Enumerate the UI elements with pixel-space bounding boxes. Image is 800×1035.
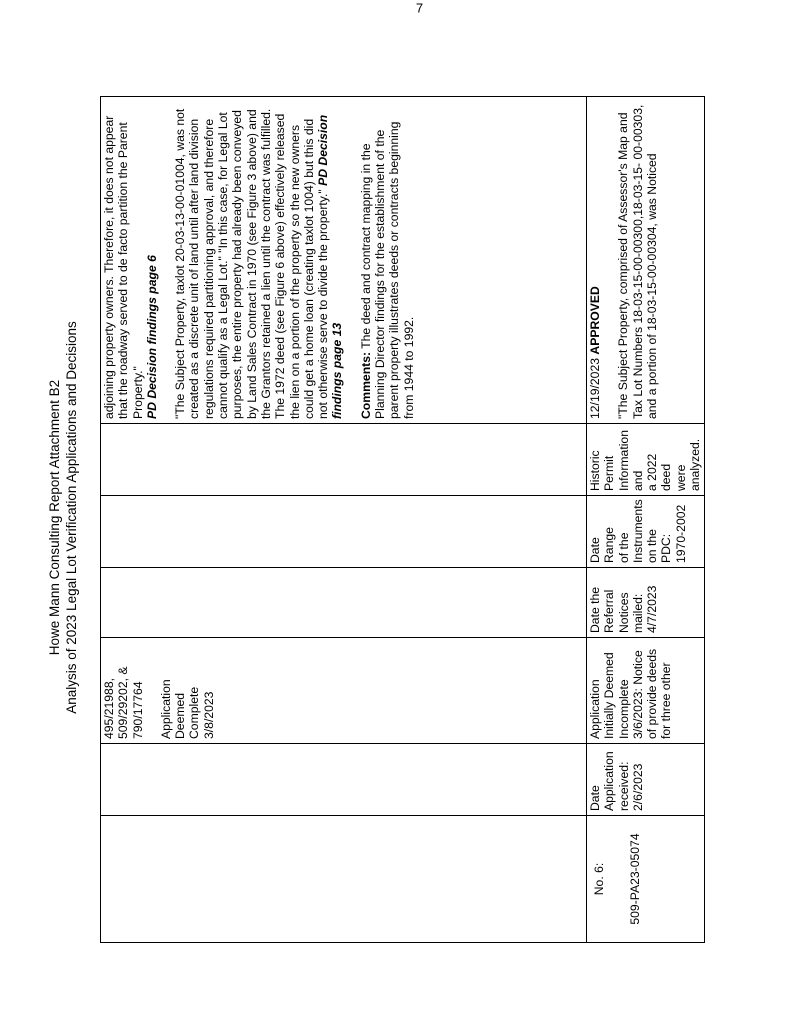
cell-referral: Date the Referral Notices mailed: 4/7/2023 [587, 568, 705, 638]
cell-date-range [101, 496, 587, 568]
table-row [587, 97, 705, 943]
comment-paragraph: Comments: The deed and contract mapping in the Planning Director findings for the establishment of the parent property illustrates deeds or contracts beginning from 1944 to 1992. [358, 121, 416, 419]
cell-decision [587, 97, 705, 424]
citation: PD Decision findings page 6 [144, 255, 159, 419]
comments-label: Comments: [358, 351, 373, 419]
cell-date-received: Date Application received: 2/6/2023 [587, 744, 705, 816]
file-number: 509-PA23-05074 [628, 833, 643, 925]
application-complete-note: Application Deemed Complete 3/8/2023 [158, 679, 216, 739]
comment-paragraph: "The Subject Property, taxlot 20-03-13-00-01004, was not created as a discrete unit of land until after land division regulations required partitioning approval, and therefore cannot qualify as a Legal Lot." "In this case, for Legal Lot purposes, the entire property had already been conveyed by Land Sales Contract in 1970 (see Figure 3 above) and the Grantors retained a lien until the contract was fulfilled. The 1972 deed (see Figure 6 above) effectively released the lien on a portion of the property so the new owners could get a home loan (creating taxlot 1004) but this did not otherwise serve to divide the property." PD Decision findings page 13 [173, 108, 345, 419]
cell-number [101, 816, 587, 943]
legal-lot-table [100, 96, 705, 943]
comment-paragraph: adjoining property owners. Therefore, it does not appear that the roadway served to de facto partition the Parent Property." PD Decision findings page 6 [102, 115, 159, 419]
cell-date-received [101, 744, 587, 816]
page-number: 7 [415, 0, 424, 16]
cell-number [587, 816, 705, 943]
report-subtitle: Analysis of 2023 Legal Lot Verification Applications and Decisions [64, 321, 79, 714]
cell-status: Application Initially Deemed Incomplete 3/6/2023: Notice of provide deeds for three other [587, 638, 705, 744]
deed-references: 495/21988, 509/29202, & 790/17764 [102, 666, 145, 739]
decision-line: 12/19/2023 APPROVED [588, 286, 602, 419]
cell-status [101, 638, 587, 744]
cell-referral [101, 568, 587, 638]
cell-analysis: Historic Permit Information and a 2022 deed were analyzed. [587, 424, 705, 496]
report-title: Howe Mann Consulting Report Attachment B2 [47, 379, 62, 656]
citation: PD Decision findings page 13 [316, 114, 345, 419]
table-row [101, 97, 587, 943]
cell-decision [101, 97, 587, 424]
decision-status: APPROVED [588, 286, 602, 355]
cell-analysis [101, 424, 587, 496]
decision-quote: "The Subject Property, comprised of Assessor's Map and Tax Lot Numbers 18-03-15-00-00300,18-03-15- 00-00303, and a portion of 18-03-15-00-00304, was Noticed [616, 104, 659, 419]
cell-date-range: Date Range of the Instruments on the PDC: 1970-2002 [587, 496, 705, 568]
application-number-label: No. 6: [592, 862, 606, 896]
